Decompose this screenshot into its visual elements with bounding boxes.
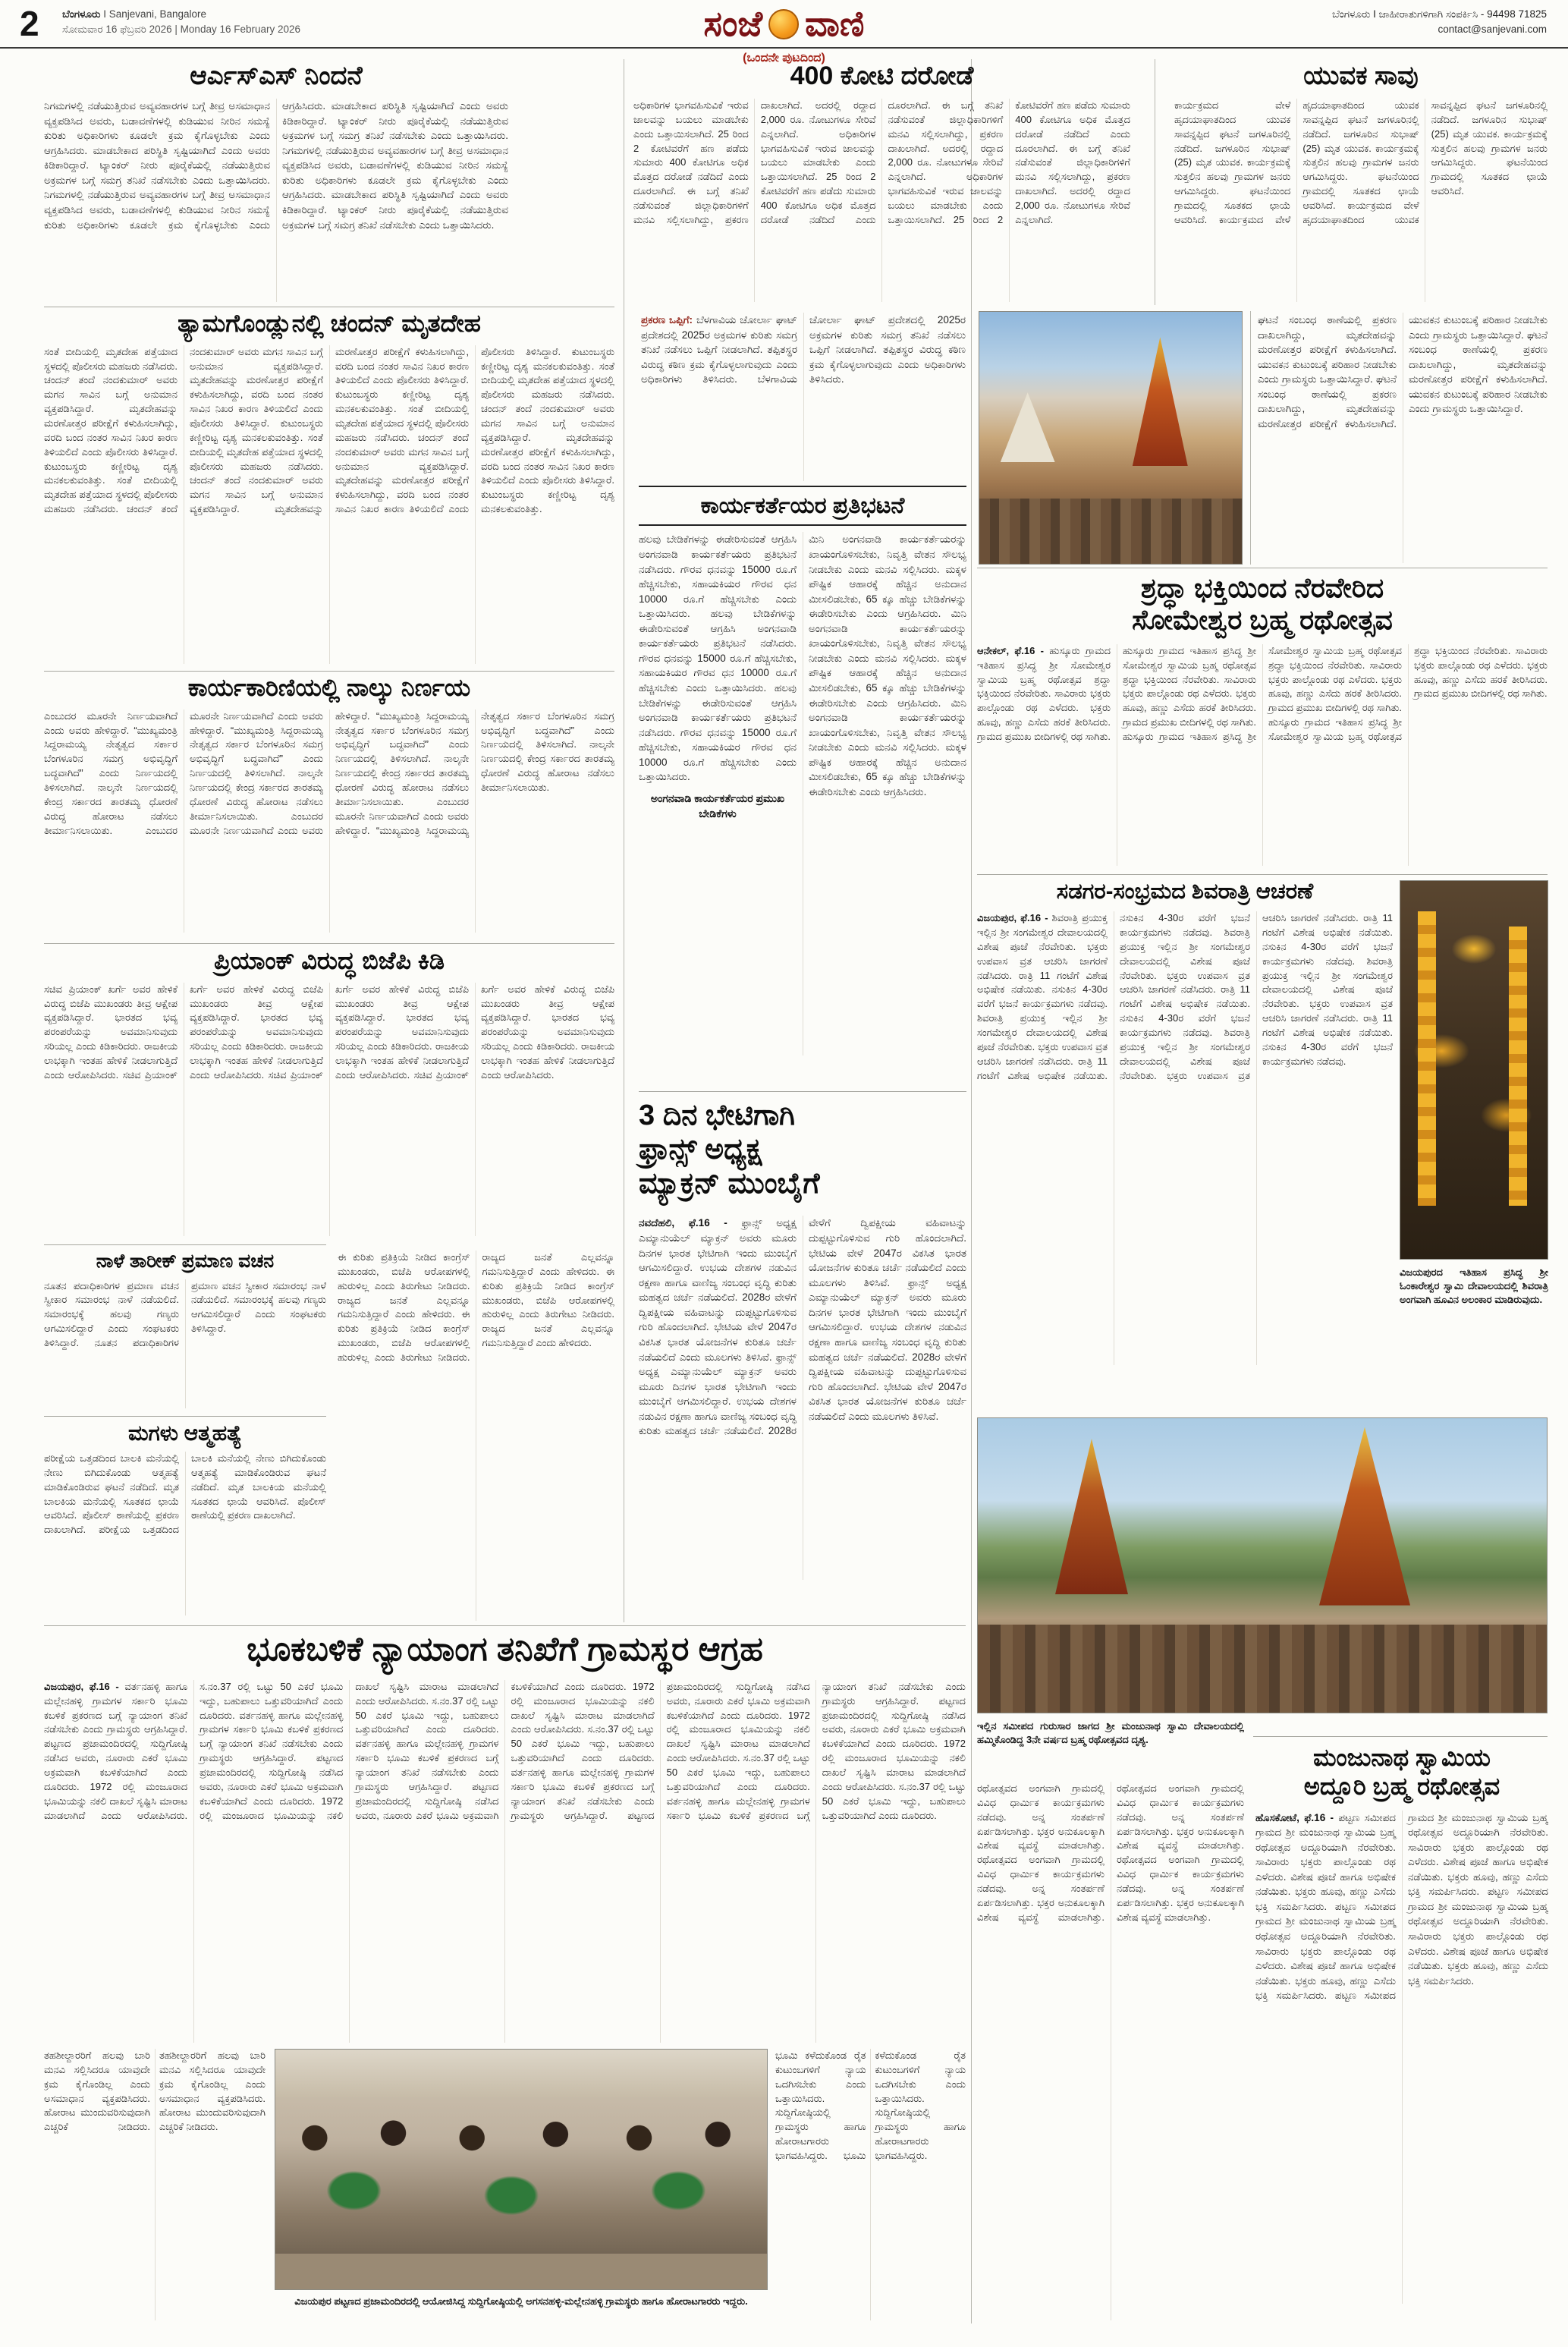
masthead-left: ಸಂಜೆ: [703, 4, 763, 43]
article-youth-cont-body: ಘಟನೆ ಸಂಬಂಧ ಠಾಣೆಯಲ್ಲಿ ಪ್ರಕರಣ ದಾಖಲಾಗಿದ್ದು, ಮೃತದೇಹವನ್ನು ಮರಣೋತ್ತರ ಪರೀಕ್ಷೆಗೆ ಕಳುಹಿಸಲಾಗಿದೆ. ಯುವಕನ ಕುಟುಂಬಕ್ಕೆ ಪರಿಹಾರ ನೀಡಬೇಕು ಎಂದು ಗ್ರಾಮಸ್ಥರು ಒತ್ತಾಯಿಸಿದ್ದಾರೆ. ಘಟನೆ ಸಂಬಂಧ ಠಾಣೆಯಲ್ಲಿ ಪ್ರಕರಣ ದಾಖಲಾಗಿದ್ದು, ಮೃತದೇಹವನ್ನು ಮರಣೋತ್ತರ ಪರೀಕ್ಷೆಗೆ ಕಳುಹಿಸಲಾಗಿದೆ. ಯುವಕನ ಕುಟುಂಬಕ್ಕೆ ಪರಿಹಾರ ನೀಡಬೇಕು ಎಂದು ಗ್ರಾಮಸ್ಥರು ಒತ್ತಾಯಿಸಿದ್ದಾರೆ. ಘಟನೆ ಸಂಬಂಧ ಠಾಣೆಯಲ್ಲಿ ಪ್ರಕರಣ ದಾಖಲಾಗಿದ್ದು, ಮೃತದೇಹವನ್ನು ಮರಣೋತ್ತರ ಪರೀಕ್ಷೆಗೆ ಕಳುಹಿಸಲಾಗಿದೆ. ಯುವಕನ ಕುಟುಂಬಕ್ಕೆ ಪರಿಹಾರ ನೀಡಬೇಕು ಎಂದು ಗ್ರಾಮಸ್ಥರು ಒತ್ತಾಯಿಸಿದ್ದಾರೆ.: [1258, 314, 1548, 429]
article-decisions-body: ಎಂಬುದರ ಮೂರನೇ ನಿರ್ಣಯವಾಗಿದೆ ಎಂದು ಅವರು ಹೇಳಿದ್ದಾರೆ. “ಮುಖ್ಯಮಂತ್ರಿ ಸಿದ್ದರಾಮಯ್ಯ ನೇತೃತ್ವದ ಸರ್ಕಾರ ಬೆಂಗಳೂರಿನ ಸಮಗ್ರ ಅಭಿವೃದ್ಧಿಗೆ ಬದ್ಧವಾಗಿದೆ” ಎಂದು ನಿರ್ಣಯದಲ್ಲಿ ತಿಳಿಸಲಾಗಿದೆ. ನಾಲ್ಕನೇ ನಿರ್ಣಯದಲ್ಲಿ ಕೇಂದ್ರ ಸರ್ಕಾರದ ತಾರತಮ್ಯ ಧೋರಣೆ ವಿರುದ್ಧ ಹೋರಾಟ ನಡೆಸಲು ತೀರ್ಮಾನಿಸಲಾಯಿತು. ಎಂಬುದರ ಮೂರನೇ ನಿರ್ಣಯವಾಗಿದೆ ಎಂದು ಅವರು ಹೇಳಿದ್ದಾರೆ. “ಮುಖ್ಯಮಂತ್ರಿ ಸಿದ್ದರಾಮಯ್ಯ ನೇತೃತ್ವದ ಸರ್ಕಾರ ಬೆಂಗಳೂರಿನ ಸಮಗ್ರ ಅಭಿವೃದ್ಧಿಗೆ ಬದ್ಧವಾಗಿದೆ” ಎಂದು ನಿರ್ಣಯದಲ್ಲಿ ತಿಳಿಸಲಾಗಿದೆ. ನಾಲ್ಕನೇ ನಿರ್ಣಯದಲ್ಲಿ ಕೇಂದ್ರ ಸರ್ಕಾರದ ತಾರತಮ್ಯ ಧೋರಣೆ ವಿರುದ್ಧ ಹೋರಾಟ ನಡೆಸಲು ತೀರ್ಮಾನಿಸಲಾಯಿತು. ಎಂಬುದರ ಮೂರನೇ ನಿರ್ಣಯವಾಗಿದೆ ಎಂದು ಅವರು ಹೇಳಿದ್ದಾರೆ. “ಮುಖ್ಯಮಂತ್ರಿ ಸಿದ್ದರಾಮಯ್ಯ ನೇತೃತ್ವದ ಸರ್ಕಾರ ಬೆಂಗಳೂರಿನ ಸಮಗ್ರ ಅಭಿವೃದ್ಧಿಗೆ ಬದ್ಧವಾಗಿದೆ” ಎಂದು ನಿರ್ಣಯದಲ್ಲಿ ತಿಳಿಸಲಾಗಿದೆ. ನಾಲ್ಕನೇ ನಿರ್ಣಯದಲ್ಲಿ ಕೇಂದ್ರ ಸರ್ಕಾರದ ತಾರತಮ್ಯ ಧೋರಣೆ ವಿರುದ್ಧ ಹೋರಾಟ ನಡೆಸಲು ತೀರ್ಮಾನಿಸಲಾಯಿತು. ಎಂಬುದರ ಮೂರನೇ ನಿರ್ಣಯವಾಗಿದೆ ಎಂದು ಅವರು ಹೇಳಿದ್ದಾರೆ. “ಮುಖ್ಯಮಂತ್ರಿ ಸಿದ್ದರಾಮಯ್ಯ ನೇತೃತ್ವದ ಸರ್ಕಾರ ಬೆಂಗಳೂರಿನ ಸಮಗ್ರ ಅಭಿವೃದ್ಧಿಗೆ ಬದ್ಧವಾಗಿದೆ” ಎಂದು ನಿರ್ಣಯದಲ್ಲಿ ತಿಳಿಸಲಾಗಿದೆ. ನಾಲ್ಕನೇ ನಿರ್ಣಯದಲ್ಲಿ ಕೇಂದ್ರ ಸರ್ಕಾರದ ತಾರತಮ್ಯ ಧೋರಣೆ ವಿರುದ್ಧ ಹೋರಾಟ ನಡೆಸಲು ತೀರ್ಮಾನಿಸಲಾಯಿತು.: [44, 709, 614, 836]
article-robbery-body: ಅಧಿಕಾರಿಗಳ ಭಾಗವಹಿಸುವಿಕೆ ಇರುವ ಜಾಲವನ್ನು ಬಯಲು ಮಾಡಬೇಕು ಎಂದು ಒತ್ತಾಯಿಸಲಾಗಿದೆ. 25 ರಿಂದ 2 ಕೋಟಿವರೆಗೆ ಹಣ ಪಡೆದು ಸುಮಾರು 400 ಕೋಟಿಗೂ ಅಧಿಕ ಮೊತ್ತದ ದರೋಡೆ ನಡೆದಿದೆ ಎಂದು ದೂರಲಾಗಿದೆ. ಈ ಬಗ್ಗೆ ತನಿಖೆ ನಡೆಸುವಂತೆ ಜಿಲ್ಲಾಧಿಕಾರಿಗಳಿಗೆ ಮನವಿ ಸಲ್ಲಿಸಲಾಗಿದ್ದು, ಪ್ರಕರಣ ದಾಖಲಾಗಿದೆ. ಅದರಲ್ಲಿ ರದ್ದಾದ 2,000 ರೂ. ನೋಟುಗಳೂ ಸೇರಿವೆ ಎನ್ನಲಾಗಿದೆ. ಅಧಿಕಾರಿಗಳ ಭಾಗವಹಿಸುವಿಕೆ ಇರುವ ಜಾಲವನ್ನು ಬಯಲು ಮಾಡಬೇಕು ಎಂದು ಒತ್ತಾಯಿಸಲಾಗಿದೆ. 25 ರಿಂದ 2 ಕೋಟಿವರೆಗೆ ಹಣ ಪಡೆದು ಸುಮಾರು 400 ಕೋಟಿಗೂ ಅಧಿಕ ಮೊತ್ತದ ದರೋಡೆ ನಡೆದಿದೆ ಎಂದು ದೂರಲಾಗಿದೆ. ಈ ಬಗ್ಗೆ ತನಿಖೆ ನಡೆಸುವಂತೆ ಜಿಲ್ಲಾಧಿಕಾರಿಗಳಿಗೆ ಮನವಿ ಸಲ್ಲಿಸಲಾಗಿದ್ದು, ಪ್ರಕರಣ ದಾಖಲಾಗಿದೆ. ಅದರಲ್ಲಿ ರದ್ದಾದ 2,000 ರೂ. ನೋಟುಗಳೂ ಸೇರಿವೆ ಎನ್ನಲಾಗಿದೆ. ಅಧಿಕಾರಿಗಳ ಭಾಗವಹಿಸುವಿಕೆ ಇರುವ ಜಾಲವನ್ನು ಬಯಲು ಮಾಡಬೇಕು ಎಂದು ಒತ್ತಾಯಿಸಲಾಗಿದೆ. 25 ರಿಂದ 2 ಕೋಟಿವರೆಗೆ ಹಣ ಪಡೆದು ಸುಮಾರು 400 ಕೋಟಿಗೂ ಅಧಿಕ ಮೊತ್ತದ ದರೋಡೆ ನಡೆದಿದೆ ಎಂದು ದೂರಲಾಗಿದೆ. ಈ ಬಗ್ಗೆ ತನಿಖೆ ನಡೆಸುವಂತೆ ಜಿಲ್ಲಾಧಿಕಾರಿಗಳಿಗೆ ಮನವಿ ಸಲ್ಲಿಸಲಾಗಿದ್ದು, ಪ್ರಕರಣ ದಾಖಲಾಗಿದೆ. ಅದರಲ್ಲಿ ರದ್ದಾದ 2,000 ರೂ. ನೋಟುಗಳೂ ಸೇರಿವೆ ಎನ್ನಲಾಗಿದೆ.: [633, 99, 1130, 225]
chariot-tower-shape: [1046, 1439, 1137, 1594]
divider: [1253, 1736, 1548, 1737]
article-suicide-headline: ಮಗಳು ಆತ್ಮಹತ್ಯೆ: [127, 1421, 243, 1445]
article-robbery-headline: 400 ಕೋಟಿ ದರೋಡೆ: [790, 61, 974, 90]
photo-shivaratri-temple: [1400, 880, 1548, 1260]
masthead-logo-icon: [768, 9, 799, 39]
photo-someshwara-chariot: [979, 311, 1243, 565]
article-robbery-continued: [641, 313, 966, 481]
body-copy: ಹುಸ್ಕೂರು ಗ್ರಾಮದ ಇತಿಹಾಸ ಪ್ರಸಿದ್ಧ ಶ್ರೀ ಸೋಮೇಶ್ವರ ಸ್ವಾಮಿಯ ಬ್ರಹ್ಮ ರಥೋತ್ಸವ ಶ್ರದ್ಧಾ ಭಕ್ತಿಯಿಂದ ನೆರವೇರಿತು. ಸಾವಿರಾರು ಭಕ್ತರು ಪಾಲ್ಗೊಂಡು ರಥ ಎಳೆದರು. ಭಕ್ತರು ಹೂವು, ಹಣ್ಣು ಎಸೆದು ಹರಕೆ ತೀರಿಸಿದರು. ಗ್ರಾಮದ ಪ್ರಮುಖ ಬೀದಿಗಳಲ್ಲಿ ರಥ ಸಾಗಿತು. ಹುಸ್ಕೂರು ಗ್ರಾಮದ ಇತಿಹಾಸ ಪ್ರಸಿದ್ಧ ಶ್ರೀ ಸೋಮೇಶ್ವರ ಸ್ವಾಮಿಯ ಬ್ರಹ್ಮ ರಥೋತ್ಸವ ಶ್ರದ್ಧಾ ಭಕ್ತಿಯಿಂದ ನೆರವೇರಿತು. ಸಾವಿರಾರು ಭಕ್ತರು ಪಾಲ್ಗೊಂಡು ರಥ ಎಳೆದರು. ಭಕ್ತರು ಹೂವು, ಹಣ್ಣು ಎಸೆದು ಹರಕೆ ತೀರಿಸಿದರು. ಗ್ರಾಮದ ಪ್ರಮುಖ ಬೀದಿಗಳಲ್ಲಿ ರಥ ಸಾಗಿತು. ಹುಸ್ಕೂರು ಗ್ರಾಮದ ಇತಿಹಾಸ ಪ್ರಸಿದ್ಧ ಶ್ರೀ ಸೋಮೇಶ್ವರ ಸ್ವಾಮಿಯ ಬ್ರಹ್ಮ ರಥೋತ್ಸವ ಶ್ರದ್ಧಾ ಭಕ್ತಿಯಿಂದ ನೆರವೇರಿತು. ಸಾವಿರಾರು ಭಕ್ತರು ಪಾಲ್ಗೊಂಡು ರಥ ಎಳೆದರು. ಭಕ್ತರು ಹೂವು, ಹಣ್ಣು ಎಸೆದು ಹರಕೆ ತೀರಿಸಿದರು. ಗ್ರಾಮದ ಪ್ರಮುಖ ಬೀದಿಗಳಲ್ಲಿ ರಥ ಸಾಗಿತು. ಹುಸ್ಕೂರು ಗ್ರಾಮದ ಇತಿಹಾಸ ಪ್ರಸಿದ್ಧ ಶ್ರೀ ಸೋಮೇಶ್ವರ ಸ್ವಾಮಿಯ ಬ್ರಹ್ಮ ರಥೋತ್ಸವ ಶ್ರದ್ಧಾ ಭಕ್ತಿಯಿಂದ ನೆರವೇರಿತು. ಸಾವಿರಾರು ಭಕ್ತರು ಪಾಲ್ಗೊಂಡು ರಥ ಎಳೆದರು. ಭಕ್ತರು ಹೂವು, ಹಣ್ಣು ಎಸೆದು ಹರಕೆ ತೀರಿಸಿದರು. ಗ್ರಾಮದ ಪ್ರಮುಖ ಬೀದಿಗಳಲ್ಲಿ ರಥ ಸಾಗಿತು.: [977, 644, 1548, 742]
article-robbery-cont-body: [641, 313, 966, 481]
edition-date-en: | Monday 16 February 2026: [174, 24, 301, 36]
article-protest-body: [639, 532, 966, 1056]
article-rss: [44, 61, 508, 305]
article-suicide-body: ಪರೀಕ್ಷೆಯ ಒತ್ತಡದಿಂದ ಬಾಲಕಿ ಮನೆಯಲ್ಲಿ ನೇಣು ಬಿಗಿದುಕೊಂಡು ಆತ್ಮಹತ್ಯೆ ಮಾಡಿಕೊಂಡಿರುವ ಘಟನೆ ನಡೆದಿದೆ. ಮೃತ ಬಾಲಕಿಯ ಮನೆಯಲ್ಲಿ ಸೂತಕದ ಛಾಯೆ ಆವರಿಸಿದೆ. ಪೊಲೀಸ್ ಠಾಣೆಯಲ್ಲಿ ಪ್ರಕರಣ ದಾಖಲಾಗಿದೆ. ಪರೀಕ್ಷೆಯ ಒತ್ತಡದಿಂದ ಬಾಲಕಿ ಮನೆಯಲ್ಲಿ ನೇಣು ಬಿಗಿದುಕೊಂಡು ಆತ್ಮಹತ್ಯೆ ಮಾಡಿಕೊಂಡಿರುವ ಘಟನೆ ನಡೆದಿದೆ. ಮೃತ ಬಾಲಕಿಯ ಮನೆಯಲ್ಲಿ ಸೂತಕದ ಛಾಯೆ ಆವರಿಸಿದೆ. ಪೊಲೀಸ್ ಠಾಣೆಯಲ್ಲಿ ಪ್ರಕರಣ ದಾಖಲಾಗಿದೆ.: [44, 1452, 326, 1536]
divider: [44, 1416, 326, 1417]
header-rule: [0, 47, 1568, 49]
article-oath-headline: ನಾಳೆ ತಾರೀಕ್ ಪ್ರಮಾಣ ವಚನ: [96, 1251, 275, 1272]
robbery-subhead: ಪ್ರಕರಣ ಒಪ್ಪಿಗೆ:: [641, 314, 693, 326]
article-macron-body: [639, 1216, 966, 1580]
masthead-right: ವಾಣಿ: [805, 4, 865, 43]
article-youth: [1174, 61, 1548, 305]
body-copy: ಫ್ರಾನ್ಸ್ ಅಧ್ಯಕ್ಷ ಎಮ್ಯಾನುಯೆಲ್ ಮ್ಯಾಕ್ರನ್ ಅವರು ಮೂರು ದಿನಗಳ ಭಾರತ ಭೇಟಿಗಾಗಿ ಇಂದು ಮುಂಬೈಗೆ ಆಗಮಿಸಲಿದ್ದಾರೆ. ಉಭಯ ದೇಶಗಳ ನಡುವಿನ ರಕ್ಷಣಾ ಹಾಗೂ ವಾಣಿಜ್ಯ ಸಂಬಂಧ ವೃದ್ಧಿ ಕುರಿತು ಮಹತ್ವದ ಚರ್ಚೆ ನಡೆಯಲಿದೆ. 2028ರ ವೇಳೆಗೆ ದ್ವಿಪಕ್ಷೀಯ ವಹಿವಾಟನ್ನು ದುಪ್ಪಟ್ಟುಗೊಳಿಸುವ ಗುರಿ ಹೊಂದಲಾಗಿದೆ. ಭೇಟಿಯ ವೇಳೆ 2047ರ ವಿಕಸಿತ ಭಾರತ ಯೋಜನೆಗಳ ಕುರಿತೂ ಚರ್ಚೆ ನಡೆಯಲಿದೆ ಎಂದು ಮೂಲಗಳು ತಿಳಿಸಿವೆ. ಫ್ರಾನ್ಸ್ ಅಧ್ಯಕ್ಷ ಎಮ್ಯಾನುಯೆಲ್ ಮ್ಯಾಕ್ರನ್ ಅವರು ಮೂರು ದಿನಗಳ ಭಾರತ ಭೇಟಿಗಾಗಿ ಇಂದು ಮುಂಬೈಗೆ ಆಗಮಿಸಲಿದ್ದಾರೆ. ಉಭಯ ದೇಶಗಳ ನಡುವಿನ ರಕ್ಷಣಾ ಹಾಗೂ ವಾಣಿಜ್ಯ ಸಂಬಂಧ ವೃದ್ಧಿ ಕುರಿತು ಮಹತ್ವದ ಚರ್ಚೆ ನಡೆಯಲಿದೆ. 2028ರ ವೇಳೆಗೆ ದ್ವಿಪಕ್ಷೀಯ ವಹಿವಾಟನ್ನು ದುಪ್ಪಟ್ಟುಗೊಳಿಸುವ ಗುರಿ ಹೊಂದಲಾಗಿದೆ. ಭೇಟಿಯ ವೇಳೆ 2047ರ ವಿಕಸಿತ ಭಾರತ ಯೋಜನೆಗಳ ಕುರಿತೂ ಚರ್ಚೆ ನಡೆಯಲಿದೆ ಎಂದು ಮೂಲಗಳು ತಿಳಿಸಿವೆ. ಫ್ರಾನ್ಸ್ ಅಧ್ಯಕ್ಷ ಎಮ್ಯಾನುಯೆಲ್ ಮ್ಯಾಕ್ರನ್ ಅವರು ಮೂರು ದಿನಗಳ ಭಾರತ ಭೇಟಿಗಾಗಿ ಇಂದು ಮುಂಬೈಗೆ ಆಗಮಿಸಲಿದ್ದಾರೆ. ಉಭಯ ದೇಶಗಳ ನಡುವಿನ ರಕ್ಷಣಾ ಹಾಗೂ ವಾಣಿಜ್ಯ ಸಂಬಂಧ ವೃದ್ಧಿ ಕುರಿತು ಮಹತ್ವದ ಚರ್ಚೆ ನಡೆಯಲಿದೆ. 2028ರ ವೇಳೆಗೆ ದ್ವಿಪಕ್ಷೀಯ ವಹಿವಾಟನ್ನು ದುಪ್ಪಟ್ಟುಗೊಳಿಸುವ ಗುರಿ ಹೊಂದಲಾಗಿದೆ. ಭೇಟಿಯ ವೇಳೆ 2047ರ ವಿಕಸಿತ ಭಾರತ ಯೋಜನೆಗಳ ಕುರಿತೂ ಚರ್ಚೆ ನಡೆಯಲಿದೆ ಎಂದು ಮೂಲಗಳು ತಿಳಿಸಿವೆ.: [639, 1217, 966, 1437]
article-someshwara-headline-line2: ಸೋಮೇಶ್ವರ ಬ್ರಹ್ಮ ರಥೋತ್ಸವ: [1132, 604, 1393, 636]
article-someshwara-headline-line1: ಶ್ರದ್ಧಾ ಭಕ್ತಿಯಿಂದ ನೆರವೇರಿದ: [1140, 572, 1384, 603]
article-decisions-headline: ಕಾರ್ಯಕಾರಿಣಿಯಲ್ಲಿ ನಾಲ್ಕು ನಿರ್ಣಯ: [187, 674, 471, 701]
article-shivaratri-body: [977, 911, 1393, 1365]
body-copy: ವರ್ತನಹಳ್ಳಿ ಹಾಗೂ ಮಲ್ಲೇನಹಳ್ಳಿ ಗ್ರಾಮಗಳ ಸರ್ಕಾರಿ ಭೂಮಿ ಕಬಳಿಕೆ ಪ್ರಕರಣದ ಬಗ್ಗೆ ನ್ಯಾಯಾಂಗ ತನಿಖೆ ನಡೆಸಬೇಕು ಎಂದು ಗ್ರಾಮಸ್ಥರು ಆಗ್ರಹಿಸಿದ್ದಾರೆ. ಪಟ್ಟಣದ ಪ್ರಜಾಮಂದಿರದಲ್ಲಿ ಸುದ್ದಿಗೋಷ್ಠಿ ನಡೆಸಿದ ಅವರು, ನೂರಾರು ಎಕರೆ ಭೂಮಿ ಅಕ್ರಮವಾಗಿ ಕಬಳಿಕೆಯಾಗಿದೆ ಎಂದು ದೂರಿದರು. 1972 ರಲ್ಲಿ ಮಂಜೂರಾದ ಭೂಮಿಯನ್ನು ನಕಲಿ ದಾಖಲೆ ಸೃಷ್ಟಿಸಿ ಮಾರಾಟ ಮಾಡಲಾಗಿದೆ ಎಂದು ಆರೋಪಿಸಿದರು. ಸ.ನಂ.37 ರಲ್ಲಿ ಒಟ್ಟು 50 ಎಕರೆ ಭೂಮಿ ಇದ್ದು, ಬಹುಪಾಲು ಒತ್ತುವರಿಯಾಗಿದೆ ಎಂದು ದೂರಿದರು. ವರ್ತನಹಳ್ಳಿ ಹಾಗೂ ಮಲ್ಲೇನಹಳ್ಳಿ ಗ್ರಾಮಗಳ ಸರ್ಕಾರಿ ಭೂಮಿ ಕಬಳಿಕೆ ಪ್ರಕರಣದ ಬಗ್ಗೆ ನ್ಯಾಯಾಂಗ ತನಿಖೆ ನಡೆಸಬೇಕು ಎಂದು ಗ್ರಾಮಸ್ಥರು ಆಗ್ರಹಿಸಿದ್ದಾರೆ. ಪಟ್ಟಣದ ಪ್ರಜಾಮಂದಿರದಲ್ಲಿ ಸುದ್ದಿಗೋಷ್ಠಿ ನಡೆಸಿದ ಅವರು, ನೂರಾರು ಎಕರೆ ಭೂಮಿ ಅಕ್ರಮವಾಗಿ ಕಬಳಿಕೆಯಾಗಿದೆ ಎಂದು ದೂರಿದರು. 1972 ರಲ್ಲಿ ಮಂಜೂರಾದ ಭೂಮಿಯನ್ನು ನಕಲಿ ದಾಖಲೆ ಸೃಷ್ಟಿಸಿ ಮಾರಾಟ ಮಾಡಲಾಗಿದೆ ಎಂದು ಆರೋಪಿಸಿದರು. ಸ.ನಂ.37 ರಲ್ಲಿ ಒಟ್ಟು 50 ಎಕರೆ ಭೂಮಿ ಇದ್ದು, ಬಹುಪಾಲು ಒತ್ತುವರಿಯಾಗಿದೆ ಎಂದು ದೂರಿದರು. ವರ್ತನಹಳ್ಳಿ ಹಾಗೂ ಮಲ್ಲೇನಹಳ್ಳಿ ಗ್ರಾಮಗಳ ಸರ್ಕಾರಿ ಭೂಮಿ ಕಬಳಿಕೆ ಪ್ರಕರಣದ ಬಗ್ಗೆ ನ್ಯಾಯಾಂಗ ತನಿಖೆ ನಡೆಸಬೇಕು ಎಂದು ಗ್ರಾಮಸ್ಥರು ಆಗ್ರಹಿಸಿದ್ದಾರೆ. ಪಟ್ಟಣದ ಪ್ರಜಾಮಂದಿರದಲ್ಲಿ ಸುದ್ದಿಗೋಷ್ಠಿ ನಡೆಸಿದ ಅವರು, ನೂರಾರು ಎಕರೆ ಭೂಮಿ ಅಕ್ರಮವಾಗಿ ಕಬಳಿಕೆಯಾಗಿದೆ ಎಂದು ದೂರಿದರು. 1972 ರಲ್ಲಿ ಮಂಜೂರಾದ ಭೂಮಿಯನ್ನು ನಕಲಿ ದಾಖಲೆ ಸೃಷ್ಟಿಸಿ ಮಾರಾಟ ಮಾಡಲಾಗಿದೆ ಎಂದು ಆರೋಪಿಸಿದರು. ಸ.ನಂ.37 ರಲ್ಲಿ ಒಟ್ಟು 50 ಎಕರೆ ಭೂಮಿ ಇದ್ದು, ಬಹುಪಾಲು ಒತ್ತುವರಿಯಾಗಿದೆ ಎಂದು ದೂರಿದರು. ವರ್ತನಹಳ್ಳಿ ಹಾಗೂ ಮಲ್ಲೇನಹಳ್ಳಿ ಗ್ರಾಮಗಳ ಸರ್ಕಾರಿ ಭೂಮಿ ಕಬಳಿಕೆ ಪ್ರಕರಣದ ಬಗ್ಗೆ ನ್ಯಾಯಾಂಗ ತನಿಖೆ ನಡೆಸಬೇಕು ಎಂದು ಗ್ರಾಮಸ್ಥರು ಆಗ್ರಹಿಸಿದ್ದಾರೆ. ಪಟ್ಟಣದ ಪ್ರಜಾಮಂದಿರದಲ್ಲಿ ಸುದ್ದಿಗೋಷ್ಠಿ ನಡೆಸಿದ ಅವರು, ನೂರಾರು ಎಕರೆ ಭೂಮಿ ಅಕ್ರಮವಾಗಿ ಕಬಳಿಕೆಯಾಗಿದೆ ಎಂದು ದೂರಿದರು. 1972 ರಲ್ಲಿ ಮಂಜೂರಾದ ಭೂಮಿಯನ್ನು ನಕಲಿ ದಾಖಲೆ ಸೃಷ್ಟಿಸಿ ಮಾರಾಟ ಮಾಡಲಾಗಿದೆ ಎಂದು ಆರೋಪಿಸಿದರು. ಸ.ನಂ.37 ರಲ್ಲಿ ಒಟ್ಟು 50 ಎಕರೆ ಭೂಮಿ ಇದ್ದು, ಬಹುಪಾಲು ಒತ್ತುವರಿಯಾಗಿದೆ ಎಂದು ದೂರಿದರು. ವರ್ತನಹಳ್ಳಿ ಹಾಗೂ ಮಲ್ಲೇನಹಳ್ಳಿ ಗ್ರಾಮಗಳ ಸರ್ಕಾರಿ ಭೂಮಿ ಕಬಳಿಕೆ ಪ್ರಕರಣದ ಬಗ್ಗೆ ನ್ಯಾಯಾಂಗ ತನಿಖೆ ನಡೆಸಬೇಕು ಎಂದು ಗ್ರಾಮಸ್ಥರು ಆಗ್ರಹಿಸಿದ್ದಾರೆ. ಪಟ್ಟಣದ ಪ್ರಜಾಮಂದಿರದಲ್ಲಿ ಸುದ್ದಿಗೋಷ್ಠಿ ನಡೆಸಿದ ಅವರು, ನೂರಾರು ಎಕರೆ ಭೂಮಿ ಅಕ್ರಮವಾಗಿ ಕಬಳಿಕೆಯಾಗಿದೆ ಎಂದು ದೂರಿದರು. 1972 ರಲ್ಲಿ ಮಂಜೂರಾದ ಭೂಮಿಯನ್ನು ನಕಲಿ ದಾಖಲೆ ಸೃಷ್ಟಿಸಿ ಮಾರಾಟ ಮಾಡಲಾಗಿದೆ ಎಂದು ಆರೋಪಿಸಿದರು. ಸ.ನಂ.37 ರಲ್ಲಿ ಒಟ್ಟು 50 ಎಕರೆ ಭೂಮಿ ಇದ್ದು, ಬಹುಪಾಲು ಒತ್ತುವರಿಯಾಗಿದೆ ಎಂದು ದೂರಿದರು.: [44, 1680, 966, 1821]
article-robbery: [633, 61, 1130, 305]
article-oath: [44, 1251, 326, 1413]
photo-caption-shivaratri: ವಿಜಯಪುರದ ಇತಿಹಾಸ ಪ್ರಸಿದ್ಧ ಶ್ರೀ ಓಂಕಾರೇಶ್ವರ ಸ್ವಾಮಿ ದೇವಾಲಯದಲ್ಲಿ ಶಿವರಾತ್ರಿ ಅಂಗವಾಗಿ ಹೂವಿನ ಅಲಂಕಾರ ಮಾಡಿರುವುದು.: [1400, 1266, 1548, 1306]
page-number: 2: [20, 4, 39, 43]
masthead: [704, 3, 865, 46]
garland-shape: [1509, 927, 1527, 1207]
article-rss-headline: ಆರ್ಎಸ್ಎಸ್ ನಿಂದನೆ: [190, 61, 363, 90]
article-priyank: [44, 947, 614, 1238]
body-copy: ಹಲವು ಬೇಡಿಕೆಗಳನ್ನು ಈಡೇರಿಸುವಂತೆ ಆಗ್ರಹಿಸಿ ಅಂಗನವಾಡಿ ಕಾರ್ಯಕರ್ತೆಯರು ಪ್ರತಿಭಟನೆ ನಡೆಸಿದರು. ಗೌರವ ಧನವನ್ನು 15000 ರೂ.ಗೆ ಹೆಚ್ಚಿಸಬೇಕು, ಸಹಾಯಕಿಯರ ಗೌರವ ಧನ 10000 ರೂ.ಗೆ ಹೆಚ್ಚಿಸಬೇಕು ಎಂದು ಒತ್ತಾಯಿಸಿದರು. ಹಲವು ಬೇಡಿಕೆಗಳನ್ನು ಈಡೇರಿಸುವಂತೆ ಆಗ್ರಹಿಸಿ ಅಂಗನವಾಡಿ ಕಾರ್ಯಕರ್ತೆಯರು ಪ್ರತಿಭಟನೆ ನಡೆಸಿದರು. ಗೌರವ ಧನವನ್ನು 15000 ರೂ.ಗೆ ಹೆಚ್ಚಿಸಬೇಕು, ಸಹಾಯಕಿಯರ ಗೌರವ ಧನ 10000 ರೂ.ಗೆ ಹೆಚ್ಚಿಸಬೇಕು ಎಂದು ಒತ್ತಾಯಿಸಿದರು. ಹಲವು ಬೇಡಿಕೆಗಳನ್ನು ಈಡೇರಿಸುವಂತೆ ಆಗ್ರಹಿಸಿ ಅಂಗನವಾಡಿ ಕಾರ್ಯಕರ್ತೆಯರು ಪ್ರತಿಭಟನೆ ನಡೆಸಿದರು. ಗೌರವ ಧನವನ್ನು 15000 ರೂ.ಗೆ ಹೆಚ್ಚಿಸಬೇಕು, ಸಹಾಯಕಿಯರ ಗೌರವ ಧನ 10000 ರೂ.ಗೆ ಹೆಚ್ಚಿಸಬೇಕು ಎಂದು ಒತ್ತಾಯಿಸಿದರು.: [639, 533, 797, 783]
someshwara-dateline: ಆನೇಕಲ್, ಫೆ.16 -: [977, 644, 1050, 656]
protest-subhead: ಅಂಗನವಾಡಿ ಕಾರ್ಯಕರ್ತೆಯರ ಪ್ರಮುಖ ಬೇಡಿಕೆಗಳು: [650, 791, 785, 820]
article-protest-headline: ಕಾರ್ಯಕರ್ತೆಯರ ಪ್ರತಿಭಟನೆ: [639, 486, 966, 526]
article-youth-continued: [1258, 313, 1548, 563]
contact-info: [1332, 7, 1547, 38]
macron-dateline: ನವದೆಹಲಿ, ಫೆ.16 -: [639, 1217, 742, 1229]
divider: [44, 1625, 966, 1626]
temple-gopura-shape: [1001, 392, 1055, 462]
divider: [44, 943, 614, 944]
article-oath-body: ನೂತನ ಪದಾಧಿಕಾರಿಗಳ ಪ್ರಮಾಣ ವಚನ ಸ್ವೀಕಾರ ಸಮಾರಂಭ ನಾಳೆ ನಡೆಯಲಿದೆ. ಸಮಾರಂಭಕ್ಕೆ ಹಲವು ಗಣ್ಯರು ಆಗಮಿಸಲಿದ್ದಾರೆ ಎಂದು ಸಂಘಟಕರು ತಿಳಿಸಿದ್ದಾರೆ. ನೂತನ ಪದಾಧಿಕಾರಿಗಳ ಪ್ರಮಾಣ ವಚನ ಸ್ವೀಕಾರ ಸಮಾರಂಭ ನಾಳೆ ನಡೆಯಲಿದೆ. ಸಮಾರಂಭಕ್ಕೆ ಹಲವು ಗಣ್ಯರು ಆಗಮಿಸಲಿದ್ದಾರೆ ಎಂದು ಸಂಘಟಕರು ತಿಳಿಸಿದ್ದಾರೆ.: [44, 1279, 326, 1348]
divider: [639, 1091, 966, 1092]
article-shivaratri: [977, 879, 1393, 1370]
article-macron-headline-line3: ಮ್ಯಾಕ್ರನ್ ಮುಂಬೈಗೆ: [639, 1167, 820, 1200]
article-decisions: [44, 674, 614, 935]
article-manjunatha-continued: [977, 1782, 1244, 2320]
article-chandan: [44, 310, 614, 666]
article-priyank-cont-body: ಈ ಕುರಿತು ಪ್ರತಿಕ್ರಿಯೆ ನೀಡಿದ ಕಾಂಗ್ರೆಸ್ ಮುಖಂಡರು, ಬಿಜೆಪಿ ಆರೋಪಗಳಲ್ಲಿ ಹುರುಳಿಲ್ಲ ಎಂದು ತಿರುಗೇಟು ನೀಡಿದರು. ರಾಜ್ಯದ ಜನತೆ ಎಲ್ಲವನ್ನೂ ಗಮನಿಸುತ್ತಿದ್ದಾರೆ ಎಂದು ಹೇಳಿದರು. ಈ ಕುರಿತು ಪ್ರತಿಕ್ರಿಯೆ ನೀಡಿದ ಕಾಂಗ್ರೆಸ್ ಮುಖಂಡರು, ಬಿಜೆಪಿ ಆರೋಪಗಳಲ್ಲಿ ಹುರುಳಿಲ್ಲ ಎಂದು ತಿರುಗೇಟು ನೀಡಿದರು. ರಾಜ್ಯದ ಜನತೆ ಎಲ್ಲವನ್ನೂ ಗಮನಿಸುತ್ತಿದ್ದಾರೆ ಎಂದು ಹೇಳಿದರು. ಈ ಕುರಿತು ಪ್ರತಿಕ್ರಿಯೆ ನೀಡಿದ ಕಾಂಗ್ರೆಸ್ ಮುಖಂಡರು, ಬಿಜೆಪಿ ಆರೋಪಗಳಲ್ಲಿ ಹುರುಳಿಲ್ಲ ಎಂದು ತಿರುಗೇಟು ನೀಡಿದರು. ರಾಜ್ಯದ ಜನತೆ ಎಲ್ಲವನ್ನೂ ಗಮನಿಸುತ್ತಿದ್ದಾರೆ ಎಂದು ಹೇಳಿದರು.: [338, 1251, 614, 1363]
article-landgrab-right-continued: [775, 2049, 966, 2320]
article-manjunatha-body: [1255, 1811, 1548, 2304]
article-youth-body: ಕಾರ್ಯಕ್ರಮದ ವೇಳೆ ಹೃದಯಾಘಾತದಿಂದ ಯುವಕ ಸಾವನ್ನಪ್ಪಿದ ಘಟನೆ ಜಗಳೂರಿನಲ್ಲಿ ನಡೆದಿದೆ. ಜಗಳೂರಿನ ಸುಭಾಷ್ (25) ಮೃತ ಯುವಕ. ಕಾರ್ಯಕ್ರಮಕ್ಕೆ ಸುತ್ತಲಿನ ಹಲವು ಗ್ರಾಮಗಳ ಜನರು ಆಗಮಿಸಿದ್ದರು. ಘಟನೆಯಿಂದ ಗ್ರಾಮದಲ್ಲಿ ಸೂತಕದ ಛಾಯೆ ಆವರಿಸಿದೆ. ಕಾರ್ಯಕ್ರಮದ ವೇಳೆ ಹೃದಯಾಘಾತದಿಂದ ಯುವಕ ಸಾವನ್ನಪ್ಪಿದ ಘಟನೆ ಜಗಳೂರಿನಲ್ಲಿ ನಡೆದಿದೆ. ಜಗಳೂರಿನ ಸುಭಾಷ್ (25) ಮೃತ ಯುವಕ. ಕಾರ್ಯಕ್ರಮಕ್ಕೆ ಸುತ್ತಲಿನ ಹಲವು ಗ್ರಾಮಗಳ ಜನರು ಆಗಮಿಸಿದ್ದರು. ಘಟನೆಯಿಂದ ಗ್ರಾಮದಲ್ಲಿ ಸೂತಕದ ಛಾಯೆ ಆವರಿಸಿದೆ. ಕಾರ್ಯಕ್ರಮದ ವೇಳೆ ಹೃದಯಾಘಾತದಿಂದ ಯುವಕ ಸಾವನ್ನಪ್ಪಿದ ಘಟನೆ ಜಗಳೂರಿನಲ್ಲಿ ನಡೆದಿದೆ. ಜಗಳೂರಿನ ಸುಭಾಷ್ (25) ಮೃತ ಯುವಕ. ಕಾರ್ಯಕ್ರಮಕ್ಕೆ ಸುತ್ತಲಿನ ಹಲವು ಗ್ರಾಮಗಳ ಜನರು ಆಗಮಿಸಿದ್ದರು. ಘಟನೆಯಿಂದ ಗ್ರಾಮದಲ್ಲಿ ಸೂತಕದ ಛಾಯೆ ಆವರಿಸಿದೆ.: [1174, 99, 1548, 225]
edition-en: I Sanjevani, Bangalore: [103, 8, 207, 20]
body-copy: ಶಿವರಾತ್ರಿ ಪ್ರಯುಕ್ತ ಇಲ್ಲಿನ ಶ್ರೀ ಸಂಗಮೇಶ್ವರ ದೇವಾಲಯದಲ್ಲಿ ವಿಶೇಷ ಪೂಜೆ ನೆರವೇರಿತು. ಭಕ್ತರು ಉಪವಾಸ ವ್ರತ ಆಚರಿಸಿ ಜಾಗರಣೆ ನಡೆಸಿದರು. ರಾತ್ರಿ 11 ಗಂಟೆಗೆ ವಿಶೇಷ ಅಭಿಷೇಕ ನಡೆಯಿತು. ನಸುಕಿನ 4-30ರ ವರೆಗೆ ಭಜನೆ ಕಾರ್ಯಕ್ರಮಗಳು ನಡೆದವು. ಶಿವರಾತ್ರಿ ಪ್ರಯುಕ್ತ ಇಲ್ಲಿನ ಶ್ರೀ ಸಂಗಮೇಶ್ವರ ದೇವಾಲಯದಲ್ಲಿ ವಿಶೇಷ ಪೂಜೆ ನೆರವೇರಿತು. ಭಕ್ತರು ಉಪವಾಸ ವ್ರತ ಆಚರಿಸಿ ಜಾಗರಣೆ ನಡೆಸಿದರು. ರಾತ್ರಿ 11 ಗಂಟೆಗೆ ವಿಶೇಷ ಅಭಿಷೇಕ ನಡೆಯಿತು. ನಸುಕಿನ 4-30ರ ವರೆಗೆ ಭಜನೆ ಕಾರ್ಯಕ್ರಮಗಳು ನಡೆದವು. ಶಿವರಾತ್ರಿ ಪ್ರಯುಕ್ತ ಇಲ್ಲಿನ ಶ್ರೀ ಸಂಗಮೇಶ್ವರ ದೇವಾಲಯದಲ್ಲಿ ವಿಶೇಷ ಪೂಜೆ ನೆರವೇರಿತು. ಭಕ್ತರು ಉಪವಾಸ ವ್ರತ ಆಚರಿಸಿ ಜಾಗರಣೆ ನಡೆಸಿದರು. ರಾತ್ರಿ 11 ಗಂಟೆಗೆ ವಿಶೇಷ ಅಭಿಷೇಕ ನಡೆಯಿತು. ನಸುಕಿನ 4-30ರ ವರೆಗೆ ಭಜನೆ ಕಾರ್ಯಕ್ರಮಗಳು ನಡೆದವು. ಶಿವರಾತ್ರಿ ಪ್ರಯುಕ್ತ ಇಲ್ಲಿನ ಶ್ರೀ ಸಂಗಮೇಶ್ವರ ದೇವಾಲಯದಲ್ಲಿ ವಿಶೇಷ ಪೂಜೆ ನೆರವೇರಿತು. ಭಕ್ತರು ಉಪವಾಸ ವ್ರತ ಆಚರಿಸಿ ಜಾಗರಣೆ ನಡೆಸಿದರು. ರಾತ್ರಿ 11 ಗಂಟೆಗೆ ವಿಶೇಷ ಅಭಿಷೇಕ ನಡೆಯಿತು. ನಸುಕಿನ 4-30ರ ವರೆಗೆ ಭಜನೆ ಕಾರ್ಯಕ್ರಮಗಳು ನಡೆದವು. ಶಿವರಾತ್ರಿ ಪ್ರಯುಕ್ತ ಇಲ್ಲಿನ ಶ್ರೀ ಸಂಗಮೇಶ್ವರ ದೇವಾಲಯದಲ್ಲಿ ವಿಶೇಷ ಪೂಜೆ ನೆರವೇರಿತು. ಭಕ್ತರು ಉಪವಾಸ ವ್ರತ ಆಚರಿಸಿ ಜಾಗರಣೆ ನಡೆಸಿದರು. ರಾತ್ರಿ 11 ಗಂಟೆಗೆ ವಿಶೇಷ ಅಭಿಷೇಕ ನಡೆಯಿತು. ನಸುಕಿನ 4-30ರ ವರೆಗೆ ಭಜನೆ ಕಾರ್ಯಕ್ರಮಗಳು ನಡೆದವು.: [977, 912, 1393, 1081]
divider: [977, 874, 1548, 875]
body-copy: ಬೆಳಗಾವಿಯ ಚೋರ್ಲಾ ಘಾಟ್ ಪ್ರದೇಶದಲ್ಲಿ 2025ರ ಅಕ್ರಮಗಳ ಕುರಿತು ಸಮಗ್ರ ತನಿಖೆ ನಡೆಸಲು ಒಪ್ಪಿಗೆ ನೀಡಲಾಗಿದೆ. ತಪ್ಪಿತಸ್ಥರ ವಿರುದ್ಧ ಕಠಿಣ ಕ್ರಮ ಕೈಗೊಳ್ಳಲಾಗುವುದು ಎಂದು ಅಧಿಕಾರಿಗಳು ತಿಳಿಸಿದರು. ಬೆಳಗಾವಿಯ ಚೋರ್ಲಾ ಘಾಟ್ ಪ್ರದೇಶದಲ್ಲಿ 2025ರ ಅಕ್ರಮಗಳ ಕುರಿತು ಸಮಗ್ರ ತನಿಖೆ ನಡೆಸಲು ಒಪ್ಪಿಗೆ ನೀಡಲಾಗಿದೆ. ತಪ್ಪಿತಸ್ಥರ ವಿರುದ್ಧ ಕಠಿಣ ಕ್ರಮ ಕೈಗೊಳ್ಳಲಾಗುವುದು ಎಂದು ಅಧಿಕಾರಿಗಳು ತಿಳಿಸಿದರು.: [641, 314, 966, 385]
photo-press-meet-group: [275, 2049, 768, 2290]
article-macron-headline-line1: 3 ದಿನ ಭೇಟಿಗಾಗಿ: [639, 1100, 795, 1131]
photo-caption-manjunatha: ಇಲ್ಲಿನ ಸಮೀಪದ ಗುರುಸಾರ ಜಾಗದ ಶ್ರೀ ಮಂಜುನಾಥ ಸ್ವಾಮಿ ದೇವಾಲಯದಲ್ಲಿ ಹಮ್ಮಿಕೊಂಡಿದ್ದ 3ನೇ ವರ್ಷದ ಬ್ರಹ್ಮ ರಥೋತ್ಸವದ ದೃಶ್ಯ.: [977, 1720, 1244, 1746]
article-manjunatha: [1255, 1744, 1548, 2320]
article-landgrab-body-left: ತಹಶೀಲ್ದಾರರಿಗೆ ಹಲವು ಬಾರಿ ಮನವಿ ಸಲ್ಲಿಸಿದರೂ ಯಾವುದೇ ಕ್ರಮ ಕೈಗೊಂಡಿಲ್ಲ ಎಂದು ಅಸಮಾಧಾನ ವ್ಯಕ್ತಪಡಿಸಿದರು. ಹೋರಾಟ ಮುಂದುವರಿಸುವುದಾಗಿ ಎಚ್ಚರಿಕೆ ನೀಡಿದರು. ತಹಶೀಲ್ದಾರರಿಗೆ ಹಲವು ಬಾರಿ ಮನವಿ ಸಲ್ಲಿಸಿದರೂ ಯಾವುದೇ ಕ್ರಮ ಕೈಗೊಂಡಿಲ್ಲ ಎಂದು ಅಸಮಾಧಾನ ವ್ಯಕ್ತಪಡಿಸಿದರು. ಹೋರಾಟ ಮುಂದುವರಿಸುವುದಾಗಿ ಎಚ್ಚರಿಕೆ ನೀಡಿದರು.: [44, 2050, 266, 2133]
article-someshwara-body: [977, 644, 1548, 866]
article-landgrab-headline: ಭೂಕಬಳಿಕೆ ನ್ಯಾಯಾಂಗ ತನಿಖೆಗೆ ಗ್ರಾಮಸ್ಥರ ಆಗ್ರಹ: [247, 1631, 763, 1668]
article-priyank-headline: ಪ್ರಿಯಾಂಕ್ ವಿರುದ್ಧ ಬಿಜೆಪಿ ಕಿಡಿ: [213, 947, 445, 974]
people-row-shape: [275, 2116, 767, 2236]
article-priyank-body: ಸಚಿವ ಪ್ರಿಯಾಂಕ್ ಖರ್ಗೆ ಅವರ ಹೇಳಿಕೆ ವಿರುದ್ಧ ಬಿಜೆಪಿ ಮುಖಂಡರು ತೀವ್ರ ಆಕ್ಷೇಪ ವ್ಯಕ್ತಪಡಿಸಿದ್ದಾರೆ. ಭಾರತದ ಭವ್ಯ ಪರಂಪರೆಯನ್ನು ಅವಮಾನಿಸುವುದು ಸರಿಯಲ್ಲ ಎಂದು ಕಿಡಿಕಾರಿದರು. ರಾಜಕೀಯ ಲಾಭಕ್ಕಾಗಿ ಇಂತಹ ಹೇಳಿಕೆ ನೀಡಲಾಗುತ್ತಿದೆ ಎಂದು ಆರೋಪಿಸಿದರು. ಸಚಿವ ಪ್ರಿಯಾಂಕ್ ಖರ್ಗೆ ಅವರ ಹೇಳಿಕೆ ವಿರುದ್ಧ ಬಿಜೆಪಿ ಮುಖಂಡರು ತೀವ್ರ ಆಕ್ಷೇಪ ವ್ಯಕ್ತಪಡಿಸಿದ್ದಾರೆ. ಭಾರತದ ಭವ್ಯ ಪರಂಪರೆಯನ್ನು ಅವಮಾನಿಸುವುದು ಸರಿಯಲ್ಲ ಎಂದು ಕಿಡಿಕಾರಿದರು. ರಾಜಕೀಯ ಲಾಭಕ್ಕಾಗಿ ಇಂತಹ ಹೇಳಿಕೆ ನೀಡಲಾಗುತ್ತಿದೆ ಎಂದು ಆರೋಪಿಸಿದರು. ಸಚಿವ ಪ್ರಿಯಾಂಕ್ ಖರ್ಗೆ ಅವರ ಹೇಳಿಕೆ ವಿರುದ್ಧ ಬಿಜೆಪಿ ಮುಖಂಡರು ತೀವ್ರ ಆಕ್ಷೇಪ ವ್ಯಕ್ತಪಡಿಸಿದ್ದಾರೆ. ಭಾರತದ ಭವ್ಯ ಪರಂಪರೆಯನ್ನು ಅವಮಾನಿಸುವುದು ಸರಿಯಲ್ಲ ಎಂದು ಕಿಡಿಕಾರಿದರು. ರಾಜಕೀಯ ಲಾಭಕ್ಕಾಗಿ ಇಂತಹ ಹೇಳಿಕೆ ನೀಡಲಾಗುತ್ತಿದೆ ಎಂದು ಆರೋಪಿಸಿದರು. ಸಚಿವ ಪ್ರಿಯಾಂಕ್ ಖರ್ಗೆ ಅವರ ಹೇಳಿಕೆ ವಿರುದ್ಧ ಬಿಜೆಪಿ ಮುಖಂಡರು ತೀವ್ರ ಆಕ್ಷೇಪ ವ್ಯಕ್ತಪಡಿಸಿದ್ದಾರೆ. ಭಾರತದ ಭವ್ಯ ಪರಂಪರೆಯನ್ನು ಅವಮಾನಿಸುವುದು ಸರಿಯಲ್ಲ ಎಂದು ಕಿಡಿಕಾರಿದರು. ರಾಜಕೀಯ ಲಾಭಕ್ಕಾಗಿ ಇಂತಹ ಹೇಳಿಕೆ ನೀಡಲಾಗುತ್ತಿದೆ ಎಂದು ಆರೋಪಿಸಿದರು.: [44, 983, 614, 1081]
article-manjunatha-cont-body: ರಥೋತ್ಸವದ ಅಂಗವಾಗಿ ಗ್ರಾಮದಲ್ಲಿ ವಿವಿಧ ಧಾರ್ಮಿಕ ಕಾರ್ಯಕ್ರಮಗಳು ನಡೆದವು. ಅನ್ನ ಸಂತರ್ಪಣೆ ಏರ್ಪಡಿಸಲಾಗಿತ್ತು. ಭಕ್ತರ ಅನುಕೂಲಕ್ಕಾಗಿ ವಿಶೇಷ ವ್ಯವಸ್ಥೆ ಮಾಡಲಾಗಿತ್ತು. ರಥೋತ್ಸವದ ಅಂಗವಾಗಿ ಗ್ರಾಮದಲ್ಲಿ ವಿವಿಧ ಧಾರ್ಮಿಕ ಕಾರ್ಯಕ್ರಮಗಳು ನಡೆದವು. ಅನ್ನ ಸಂತರ್ಪಣೆ ಏರ್ಪಡಿಸಲಾಗಿತ್ತು. ಭಕ್ತರ ಅನುಕೂಲಕ್ಕಾಗಿ ವಿಶೇಷ ವ್ಯವಸ್ಥೆ ಮಾಡಲಾಗಿತ್ತು. ರಥೋತ್ಸವದ ಅಂಗವಾಗಿ ಗ್ರಾಮದಲ್ಲಿ ವಿವಿಧ ಧಾರ್ಮಿಕ ಕಾರ್ಯಕ್ರಮಗಳು ನಡೆದವು. ಅನ್ನ ಸಂತರ್ಪಣೆ ಏರ್ಪಡಿಸಲಾಗಿತ್ತು. ಭಕ್ತರ ಅನುಕೂಲಕ್ಕಾಗಿ ವಿಶೇಷ ವ್ಯವಸ್ಥೆ ಮಾಡಲಾಗಿತ್ತು. ರಥೋತ್ಸವದ ಅಂಗವಾಗಿ ಗ್ರಾಮದಲ್ಲಿ ವಿವಿಧ ಧಾರ್ಮಿಕ ಕಾರ್ಯಕ್ರಮಗಳು ನಡೆದವು. ಅನ್ನ ಸಂತರ್ಪಣೆ ಏರ್ಪಡಿಸಲಾಗಿತ್ತು. ಭಕ್ತರ ಅನುಕೂಲಕ್ಕಾಗಿ ವಿಶೇಷ ವ್ಯವಸ್ಥೆ ಮಾಡಲಾಗಿತ್ತು.: [977, 1782, 1244, 1923]
article-someshwara: [977, 572, 1548, 871]
article-manjunatha-headline-line1: ಮಂಜುನಾಥ ಸ್ವಾಮಿಯ: [1313, 1744, 1491, 1771]
table-strip-shape: [275, 2254, 767, 2289]
crowd-strip-shape: [978, 1625, 1547, 1713]
article-youth-headline: ಯುವಕ ಸಾವು: [1303, 61, 1419, 90]
garland-shape: [1418, 911, 1436, 1206]
divider: [44, 1244, 326, 1245]
article-macron-headline-line2: ಫ್ರಾನ್ಸ್ ಅಧ್ಯಕ್ಷ: [639, 1133, 762, 1166]
chariot-tower-shape: [1123, 337, 1196, 466]
body-copy: ಮಿನಿ ಅಂಗನವಾಡಿ ಕಾರ್ಯಕರ್ತೆಯರನ್ನು ಖಾಯಂಗೊಳಿಸಬೇಕು, ನಿವೃತ್ತಿ ವೇತನ ಸೌಲಭ್ಯ ನೀಡಬೇಕು ಎಂದು ಮನವಿ ಸಲ್ಲಿಸಿದರು. ಮಕ್ಕಳ ಪೌಷ್ಟಿಕ ಆಹಾರಕ್ಕೆ ಹೆಚ್ಚಿನ ಅನುದಾನ ಮೀಸಲಿಡಬೇಕು, 65 ಕ್ಕೂ ಹೆಚ್ಚು ಬೇಡಿಕೆಗಳನ್ನು ಈಡೇರಿಸಬೇಕು ಎಂದು ಆಗ್ರಹಿಸಿದರು. ಮಿನಿ ಅಂಗನವಾಡಿ ಕಾರ್ಯಕರ್ತೆಯರನ್ನು ಖಾಯಂಗೊಳಿಸಬೇಕು, ನಿವೃತ್ತಿ ವೇತನ ಸೌಲಭ್ಯ ನೀಡಬೇಕು ಎಂದು ಮನವಿ ಸಲ್ಲಿಸಿದರು. ಮಕ್ಕಳ ಪೌಷ್ಟಿಕ ಆಹಾರಕ್ಕೆ ಹೆಚ್ಚಿನ ಅನುದಾನ ಮೀಸಲಿಡಬೇಕು, 65 ಕ್ಕೂ ಹೆಚ್ಚು ಬೇಡಿಕೆಗಳನ್ನು ಈಡೇರಿಸಬೇಕು ಎಂದು ಆಗ್ರಹಿಸಿದರು. ಮಿನಿ ಅಂಗನವಾಡಿ ಕಾರ್ಯಕರ್ತೆಯರನ್ನು ಖಾಯಂಗೊಳಿಸಬೇಕು, ನಿವೃತ್ತಿ ವೇತನ ಸೌಲಭ್ಯ ನೀಡಬೇಕು ಎಂದು ಮನವಿ ಸಲ್ಲಿಸಿದರು. ಮಕ್ಕಳ ಪೌಷ್ಟಿಕ ಆಹಾರಕ್ಕೆ ಹೆಚ್ಚಿನ ಅನುದಾನ ಮೀಸಲಿಡಬೇಕು, 65 ಕ್ಕೂ ಹೆಚ್ಚು ಬೇಡಿಕೆಗಳನ್ನು ಈಡೇರಿಸಬೇಕು ಎಂದು ಆಗ್ರಹಿಸಿದರು.: [809, 533, 966, 798]
photo-manjunatha-rathotsava: [977, 1417, 1548, 1713]
article-shivaratri-headline: ಸಡಗರ-ಸಂಭ್ರಮದ ಶಿವರಾತ್ರಿ ಆಚರಣೆ: [1056, 879, 1314, 904]
chariot-tower-shape: [1308, 1427, 1422, 1606]
contact-line: ಬೆಂಗಳೂರು I ಜಾಹೀರಾತುಗಳಿಗಾಗಿ ಸಂಪರ್ಕಿಸಿ - 94498 71825: [1331, 8, 1547, 20]
article-rss-body: ನಿಗಮಗಳಲ್ಲಿ ನಡೆಯುತ್ತಿರುವ ಅವ್ಯವಹಾರಗಳ ಬಗ್ಗೆ ತೀವ್ರ ಅಸಮಾಧಾನ ವ್ಯಕ್ತಪಡಿಸಿದ ಅವರು, ಬಡಾವಣೆಗಳಲ್ಲಿ ಕುಡಿಯುವ ನೀರಿನ ಸಮಸ್ಯೆ ಕುರಿತು ಅಧಿಕಾರಿಗಳು ಕೂಡಲೇ ಕ್ರಮ ಕೈಗೊಳ್ಳಬೇಕು ಎಂದು ಆಗ್ರಹಿಸಿದರು. ಮಾಡಬೇಕಾದ ಪರಿಸ್ಥಿತಿ ಸೃಷ್ಟಿಯಾಗಿದೆ ಎಂದು ಅವರು ಕಿಡಿಕಾರಿದ್ದಾರೆ. ಟ್ಯಾಂಕರ್ ನೀರು ಪೂರೈಕೆಯಲ್ಲಿ ನಡೆಯುತ್ತಿರುವ ಅಕ್ರಮಗಳ ಬಗ್ಗೆ ಸಮಗ್ರ ತನಿಖೆ ನಡೆಸಬೇಕು ಎಂದು ಒತ್ತಾಯಿಸಿದರು. ನಿಗಮಗಳಲ್ಲಿ ನಡೆಯುತ್ತಿರುವ ಅವ್ಯವಹಾರಗಳ ಬಗ್ಗೆ ತೀವ್ರ ಅಸಮಾಧಾನ ವ್ಯಕ್ತಪಡಿಸಿದ ಅವರು, ಬಡಾವಣೆಗಳಲ್ಲಿ ಕುಡಿಯುವ ನೀರಿನ ಸಮಸ್ಯೆ ಕುರಿತು ಅಧಿಕಾರಿಗಳು ಕೂಡಲೇ ಕ್ರಮ ಕೈಗೊಳ್ಳಬೇಕು ಎಂದು ಆಗ್ರಹಿಸಿದರು. ಮಾಡಬೇಕಾದ ಪರಿಸ್ಥಿತಿ ಸೃಷ್ಟಿಯಾಗಿದೆ ಎಂದು ಅವರು ಕಿಡಿಕಾರಿದ್ದಾರೆ. ಟ್ಯಾಂಕರ್ ನೀರು ಪೂರೈಕೆಯಲ್ಲಿ ನಡೆಯುತ್ತಿರುವ ಅಕ್ರಮಗಳ ಬಗ್ಗೆ ಸಮಗ್ರ ತನಿಖೆ ನಡೆಸಬೇಕು ಎಂದು ಒತ್ತಾಯಿಸಿದರು. ನಿಗಮಗಳಲ್ಲಿ ನಡೆಯುತ್ತಿರುವ ಅವ್ಯವಹಾರಗಳ ಬಗ್ಗೆ ತೀವ್ರ ಅಸಮಾಧಾನ ವ್ಯಕ್ತಪಡಿಸಿದ ಅವರು, ಬಡಾವಣೆಗಳಲ್ಲಿ ಕುಡಿಯುವ ನೀರಿನ ಸಮಸ್ಯೆ ಕುರಿತು ಅಧಿಕಾರಿಗಳು ಕೂಡಲೇ ಕ್ರಮ ಕೈಗೊಳ್ಳಬೇಕು ಎಂದು ಆಗ್ರಹಿಸಿದರು. ಮಾಡಬೇಕಾದ ಪರಿಸ್ಥಿತಿ ಸೃಷ್ಟಿಯಾಗಿದೆ ಎಂದು ಅವರು ಕಿಡಿಕಾರಿದ್ದಾರೆ. ಟ್ಯಾಂಕರ್ ನೀರು ಪೂರೈಕೆಯಲ್ಲಿ ನಡೆಯುತ್ತಿರುವ ಅಕ್ರಮಗಳ ಬಗ್ಗೆ ಸಮಗ್ರ ತನಿಖೆ ನಡೆಸಬೇಕು ಎಂದು ಒತ್ತಾಯಿಸಿದರು.: [44, 100, 508, 231]
article-landgrab-body-right: ಭೂಮಿ ಕಳೆದುಕೊಂಡ ರೈತ ಕುಟುಂಬಗಳಿಗೆ ನ್ಯಾಯ ಒದಗಿಸಬೇಕು ಎಂದು ಒತ್ತಾಯಿಸಿದರು. ಸುದ್ದಿಗೋಷ್ಠಿಯಲ್ಲಿ ಗ್ರಾಮಸ್ಥರು ಹಾಗೂ ಹೋರಾಟಗಾರರು ಭಾಗವಹಿಸಿದ್ದರು. ಭೂಮಿ ಕಳೆದುಕೊಂಡ ರೈತ ಕುಟುಂಬಗಳಿಗೆ ನ್ಯಾಯ ಒದಗಿಸಬೇಕು ಎಂದು ಒತ್ತಾಯಿಸಿದರು. ಸುದ್ದಿಗೋಷ್ಠಿಯಲ್ಲಿ ಗ್ರಾಮಸ್ಥರು ಹಾಗೂ ಹೋರಾಟಗಾರರು ಭಾಗವಹಿಸಿದ್ದರು.: [775, 2050, 966, 2161]
banner-strip-shape: [275, 2050, 767, 2097]
edition-info: [62, 7, 300, 38]
article-landgrab-left-continued: [44, 2049, 266, 2320]
landgrab-dateline: ವಿಜಯಪುರ, ಫೆ.16 -: [44, 1680, 125, 1692]
divider: [1250, 311, 1251, 565]
article-priyank-continued: [338, 1251, 614, 1621]
article-landgrab-body: [44, 1680, 966, 2043]
article-suicide: [44, 1420, 326, 1619]
photo-caption-landgrab: ವಿಜಯಪುರ ಪಟ್ಟಣದ ಪ್ರಜಾಮಂದಿರದಲ್ಲಿ ಆಯೋಜಿಸಿದ್ದ ಸುದ್ದಿಗೋಷ್ಠಿಯಲ್ಲಿ ಅಗಸನಹಳ್ಳಿ-ಮಲ್ಲೇನಹಳ್ಳಿ ಗ್ರಾಮಸ್ಥರು ಹಾಗೂ ಹೋರಾಟಗಾರರು ಇದ್ದರು.: [294, 2295, 748, 2307]
divider: [971, 59, 972, 2323]
crowd-strip-shape: [979, 499, 1242, 564]
article-chandan-headline: ತ್ಯಾಮಗೊಂಡ್ಲುನಲ್ಲಿ ಚಂದನ್ ಮೃತದೇಹ: [178, 310, 481, 337]
article-manjunatha-headline-line2: ಅದ್ದೂರಿ ಬ್ರಹ್ಮ ರಥೋತ್ಸವ: [1303, 1772, 1500, 1800]
article-protest: [639, 486, 966, 1059]
divider: [44, 671, 614, 672]
edition-date-kn: ಸೋಮವಾರ 16 ಫೆಬ್ರವರಿ 2026: [62, 24, 172, 36]
article-macron: [639, 1099, 966, 1619]
contact-email: contact@sanjevani.com: [1438, 24, 1547, 36]
manjunatha-dateline: ಹೊಸಕೋಟೆ, ಫೆ.16 -: [1255, 1811, 1339, 1823]
body-copy: ಪಟ್ಟಣ ಸಮೀಪದ ಗ್ರಾಮದ ಶ್ರೀ ಮಂಜುನಾಥ ಸ್ವಾಮಿಯ ಬ್ರಹ್ಮ ರಥೋತ್ಸವ ಅದ್ದೂರಿಯಾಗಿ ನೆರವೇರಿತು. ಸಾವಿರಾರು ಭಕ್ತರು ಪಾಲ್ಗೊಂಡು ರಥ ಎಳೆದರು. ವಿಶೇಷ ಪೂಜೆ ಹಾಗೂ ಅಭಿಷೇಕ ನಡೆಯಿತು. ಭಕ್ತರು ಹೂವು, ಹಣ್ಣು ಎಸೆದು ಭಕ್ತಿ ಸಮರ್ಪಿಸಿದರು. ಪಟ್ಟಣ ಸಮೀಪದ ಗ್ರಾಮದ ಶ್ರೀ ಮಂಜುನಾಥ ಸ್ವಾಮಿಯ ಬ್ರಹ್ಮ ರಥೋತ್ಸವ ಅದ್ದೂರಿಯಾಗಿ ನೆರವೇರಿತು. ಸಾವಿರಾರು ಭಕ್ತರು ಪಾಲ್ಗೊಂಡು ರಥ ಎಳೆದರು. ವಿಶೇಷ ಪೂಜೆ ಹಾಗೂ ಅಭಿಷೇಕ ನಡೆಯಿತು. ಭಕ್ತರು ಹೂವು, ಹಣ್ಣು ಎಸೆದು ಭಕ್ತಿ ಸಮರ್ಪಿಸಿದರು. ಪಟ್ಟಣ ಸಮೀಪದ ಗ್ರಾಮದ ಶ್ರೀ ಮಂಜುನಾಥ ಸ್ವಾಮಿಯ ಬ್ರಹ್ಮ ರಥೋತ್ಸವ ಅದ್ದೂರಿಯಾಗಿ ನೆರವೇರಿತು. ಸಾವಿರಾರು ಭಕ್ತರು ಪಾಲ್ಗೊಂಡು ರಥ ಎಳೆದರು. ವಿಶೇಷ ಪೂಜೆ ಹಾಗೂ ಅಭಿಷೇಕ ನಡೆಯಿತು. ಭಕ್ತರು ಹೂವು, ಹಣ್ಣು ಎಸೆದು ಭಕ್ತಿ ಸಮರ್ಪಿಸಿದರು. ಪಟ್ಟಣ ಸಮೀಪದ ಗ್ರಾಮದ ಶ್ರೀ ಮಂಜುನಾಥ ಸ್ವಾಮಿಯ ಬ್ರಹ್ಮ ರಥೋತ್ಸವ ಅದ್ದೂರಿಯಾಗಿ ನೆರವೇರಿತು. ಸಾವಿರಾರು ಭಕ್ತರು ಪಾಲ್ಗೊಂಡು ರಥ ಎಳೆದರು. ವಿಶೇಷ ಪೂಜೆ ಹಾಗೂ ಅಭಿಷೇಕ ನಡೆಯಿತು. ಭಕ್ತರು ಹೂವು, ಹಣ್ಣು ಎಸೆದು ಭಕ್ತಿ ಸಮರ್ಪಿಸಿದರು.: [1255, 1811, 1548, 2002]
continued-from-note: (ಒಂದನೇ ಪುಟದಿಂದ): [743, 52, 825, 64]
shivaratri-dateline: ವಿಜಯಪುರ, ಫೆ.16 -: [977, 912, 1052, 924]
edition-city: ಬೆಂಗಳೂರು: [62, 8, 101, 20]
article-chandan-body: ಸಂತೆ ಬೀದಿಯಲ್ಲಿ ಮೃತದೇಹ ಪತ್ತೆಯಾದ ಸ್ಥಳದಲ್ಲಿ ಪೊಲೀಸರು ಮಹಜರು ನಡೆಸಿದರು. ಚಂದನ್ ತಂದೆ ನಂದಕುಮಾರ್ ಅವರು ಮಗನ ಸಾವಿನ ಬಗ್ಗೆ ಅನುಮಾನ ವ್ಯಕ್ತಪಡಿಸಿದ್ದಾರೆ. ಮೃತದೇಹವನ್ನು ಮರಣೋತ್ತರ ಪರೀಕ್ಷೆಗೆ ಕಳುಹಿಸಲಾಗಿದ್ದು, ವರದಿ ಬಂದ ನಂತರ ಸಾವಿನ ನಿಖರ ಕಾರಣ ತಿಳಿಯಲಿದೆ ಎಂದು ಪೊಲೀಸರು ತಿಳಿಸಿದ್ದಾರೆ. ಕುಟುಂಬಸ್ಥರು ಕಣ್ಣೀರಿಟ್ಟ ದೃಶ್ಯ ಮನಕಲಕುವಂತಿತ್ತು. ಸಂತೆ ಬೀದಿಯಲ್ಲಿ ಮೃತದೇಹ ಪತ್ತೆಯಾದ ಸ್ಥಳದಲ್ಲಿ ಪೊಲೀಸರು ಮಹಜರು ನಡೆಸಿದರು. ಚಂದನ್ ತಂದೆ ನಂದಕುಮಾರ್ ಅವರು ಮಗನ ಸಾವಿನ ಬಗ್ಗೆ ಅನುಮಾನ ವ್ಯಕ್ತಪಡಿಸಿದ್ದಾರೆ. ಮೃತದೇಹವನ್ನು ಮರಣೋತ್ತರ ಪರೀಕ್ಷೆಗೆ ಕಳುಹಿಸಲಾಗಿದ್ದು, ವರದಿ ಬಂದ ನಂತರ ಸಾವಿನ ನಿಖರ ಕಾರಣ ತಿಳಿಯಲಿದೆ ಎಂದು ಪೊಲೀಸರು ತಿಳಿಸಿದ್ದಾರೆ. ಕುಟುಂಬಸ್ಥರು ಕಣ್ಣೀರಿಟ್ಟ ದೃಶ್ಯ ಮನಕಲಕುವಂತಿತ್ತು. ಸಂತೆ ಬೀದಿಯಲ್ಲಿ ಮೃತದೇಹ ಪತ್ತೆಯಾದ ಸ್ಥಳದಲ್ಲಿ ಪೊಲೀಸರು ಮಹಜರು ನಡೆಸಿದರು. ಚಂದನ್ ತಂದೆ ನಂದಕುಮಾರ್ ಅವರು ಮಗನ ಸಾವಿನ ಬಗ್ಗೆ ಅನುಮಾನ ವ್ಯಕ್ತಪಡಿಸಿದ್ದಾರೆ. ಮೃತದೇಹವನ್ನು ಮರಣೋತ್ತರ ಪರೀಕ್ಷೆಗೆ ಕಳುಹಿಸಲಾಗಿದ್ದು, ವರದಿ ಬಂದ ನಂತರ ಸಾವಿನ ನಿಖರ ಕಾರಣ ತಿಳಿಯಲಿದೆ ಎಂದು ಪೊಲೀಸರು ತಿಳಿಸಿದ್ದಾರೆ. ಕುಟುಂಬಸ್ಥರು ಕಣ್ಣೀರಿಟ್ಟ ದೃಶ್ಯ ಮನಕಲಕುವಂತಿತ್ತು. ಸಂತೆ ಬೀದಿಯಲ್ಲಿ ಮೃತದೇಹ ಪತ್ತೆಯಾದ ಸ್ಥಳದಲ್ಲಿ ಪೊಲೀಸರು ಮಹಜರು ನಡೆಸಿದರು. ಚಂದನ್ ತಂದೆ ನಂದಕುಮಾರ್ ಅವರು ಮಗನ ಸಾವಿನ ಬಗ್ಗೆ ಅನುಮಾನ ವ್ಯಕ್ತಪಡಿಸಿದ್ದಾರೆ. ಮೃತದೇಹವನ್ನು ಮರಣೋತ್ತರ ಪರೀಕ್ಷೆಗೆ ಕಳುಹಿಸಲಾಗಿದ್ದು, ವರದಿ ಬಂದ ನಂತರ ಸಾವಿನ ನಿಖರ ಕಾರಣ ತಿಳಿಯಲಿದೆ ಎಂದು ಪೊಲೀಸರು ತಿಳಿಸಿದ್ದಾರೆ. ಕುಟುಂಬಸ್ಥರು ಕಣ್ಣೀರಿಟ್ಟ ದೃಶ್ಯ ಮನಕಲಕುವಂತಿತ್ತು. ಸಂತೆ ಬೀದಿಯಲ್ಲಿ ಮೃತದೇಹ ಪತ್ತೆಯಾದ ಸ್ಥಳದಲ್ಲಿ ಪೊಲೀಸರು ಮಹಜರು ನಡೆಸಿದರು. ಚಂದನ್ ತಂದೆ ನಂದಕುಮಾರ್ ಅವರು ಮಗನ ಸಾವಿನ ಬಗ್ಗೆ ಅನುಮಾನ ವ್ಯಕ್ತಪಡಿಸಿದ್ದಾರೆ. ಮೃತದೇಹವನ್ನು ಮರಣೋತ್ತರ ಪರೀಕ್ಷೆಗೆ ಕಳುಹಿಸಲಾಗಿದ್ದು, ವರದಿ ಬಂದ ನಂತರ ಸಾವಿನ ನಿಖರ ಕಾರಣ ತಿಳಿಯಲಿದೆ ಎಂದು ಪೊಲೀಸರು ತಿಳಿಸಿದ್ದಾರೆ. ಕುಟುಂಬಸ್ಥರು ಕಣ್ಣೀರಿಟ್ಟ ದೃಶ್ಯ ಮನಕಲಕುವಂತಿತ್ತು.: [44, 345, 614, 515]
